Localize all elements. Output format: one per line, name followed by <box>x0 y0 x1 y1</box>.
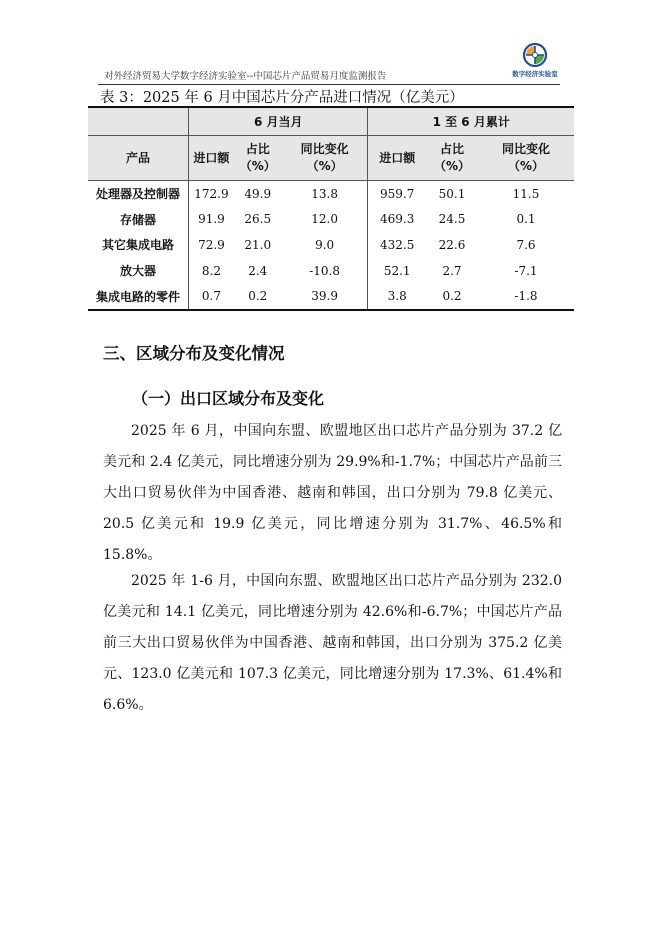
table-row <box>88 232 574 258</box>
col-header-yoy: 同比变化 （%） <box>282 136 368 181</box>
subsection-title: （一）出口区域分布及变化 <box>132 389 325 408</box>
cell-yoy: -10.8 <box>309 263 340 278</box>
cell-share: 2.4 <box>248 263 268 278</box>
row-product: 其它集成电路 <box>102 238 175 253</box>
cell-import-cum: 52.1 <box>368 258 426 284</box>
cell-yoy-cum: 7.6 <box>516 237 536 252</box>
cell-share-cum: 24.5 <box>438 212 466 227</box>
lab-logo-icon <box>520 42 550 68</box>
cell-import: 8.2 <box>189 258 234 284</box>
cell-yoy-cum: 11.5 <box>512 186 540 201</box>
cell-yoy: 39.9 <box>311 289 338 304</box>
table-row <box>88 258 574 284</box>
group-header-cumulative: 1 至 6 月累计 <box>368 107 574 136</box>
cell-yoy-cum: -7.1 <box>514 263 538 278</box>
cell-share: 26.5 <box>244 212 272 227</box>
cell-import-cum: 3.8 <box>368 283 426 310</box>
col-header-import-cum: 进口额 <box>368 136 426 181</box>
group-header-month: 6 月当月 <box>189 107 368 136</box>
header-blank <box>88 107 189 136</box>
paragraph-h1: 2025 年 1-6 月，中国向东盟、欧盟地区出口芯片产品分别为 232.0 亿美元和 14.1 亿美元，同比增速分别为 42.6%和-6.7%；中国芯片产品前三大出口贸易伙伴为中国香港、越南和韩国，出口分别为 375.2 亿美元、123.0 亿美元和 107.3 亿美元，同比增速分别为 17.3%、61.4%和 6.6%。 <box>103 573 562 713</box>
cell-yoy-cum: -1.8 <box>514 289 538 304</box>
cell-import-cum: 469.3 <box>368 207 426 233</box>
import-table <box>88 106 574 311</box>
cell-share-cum: 22.6 <box>438 237 466 252</box>
table-row <box>88 283 574 310</box>
table-caption: 表 3：2025 年 6 月中国芯片分产品进口情况（亿美元） <box>100 90 464 106</box>
row-product: 处理器及控制器 <box>96 187 181 202</box>
section-title: 三、区域分布及变化情况 <box>103 344 285 363</box>
table-row <box>88 181 574 207</box>
cell-share: 49.9 <box>244 186 272 201</box>
lab-logo <box>507 42 563 82</box>
cell-yoy: 13.8 <box>311 186 338 201</box>
cell-import: 172.9 <box>189 181 234 207</box>
cell-share: 0.2 <box>248 289 268 304</box>
lab-logo-label: 数字经济实验室 <box>512 70 558 78</box>
cell-import: 91.9 <box>189 207 234 233</box>
col-header-share-cum: 占比 （%） <box>426 136 478 181</box>
cell-share: 21.0 <box>244 237 272 252</box>
row-product: 存储器 <box>120 212 157 227</box>
table-row <box>88 207 574 233</box>
cell-import: 72.9 <box>189 232 234 258</box>
header-rule <box>98 84 560 85</box>
row-product: 放大器 <box>120 264 157 279</box>
cell-import-cum: 959.7 <box>368 181 426 207</box>
cell-import: 0.7 <box>189 283 234 310</box>
paragraph-june: 2025 年 6 月，中国向东盟、欧盟地区出口芯片产品分别为 37.2 亿美元和 2.4 亿美元，同比增速分别为 29.9%和-1.7%；中国芯片产品前三大出口贸易伙伴为中国香港、越南和韩国，出口分别为 79.8 亿美元、20.5 亿美元和 19.9 亿美元，同比增速分别为 31.7%、46.5%和 15.8%。 <box>103 423 562 563</box>
row-product: 集成电路的零件 <box>96 289 181 304</box>
col-header-product: 产品 <box>88 136 189 181</box>
cell-yoy-cum: 0.1 <box>516 212 536 227</box>
cell-share-cum: 0.2 <box>442 289 462 304</box>
col-header-yoy-cum: 同比变化 （%） <box>478 136 574 181</box>
cell-yoy: 9.0 <box>315 237 335 252</box>
col-header-share: 占比 （%） <box>234 136 282 181</box>
cell-import-cum: 432.5 <box>368 232 426 258</box>
cell-yoy: 12.0 <box>311 212 338 227</box>
cell-share-cum: 2.7 <box>442 263 462 278</box>
cell-share-cum: 50.1 <box>438 186 466 201</box>
col-header-import: 进口额 <box>189 136 234 181</box>
report-header: 对外经济贸易大学数字经济实验室--中国芯片产品贸易月度监测报告 <box>104 71 387 82</box>
